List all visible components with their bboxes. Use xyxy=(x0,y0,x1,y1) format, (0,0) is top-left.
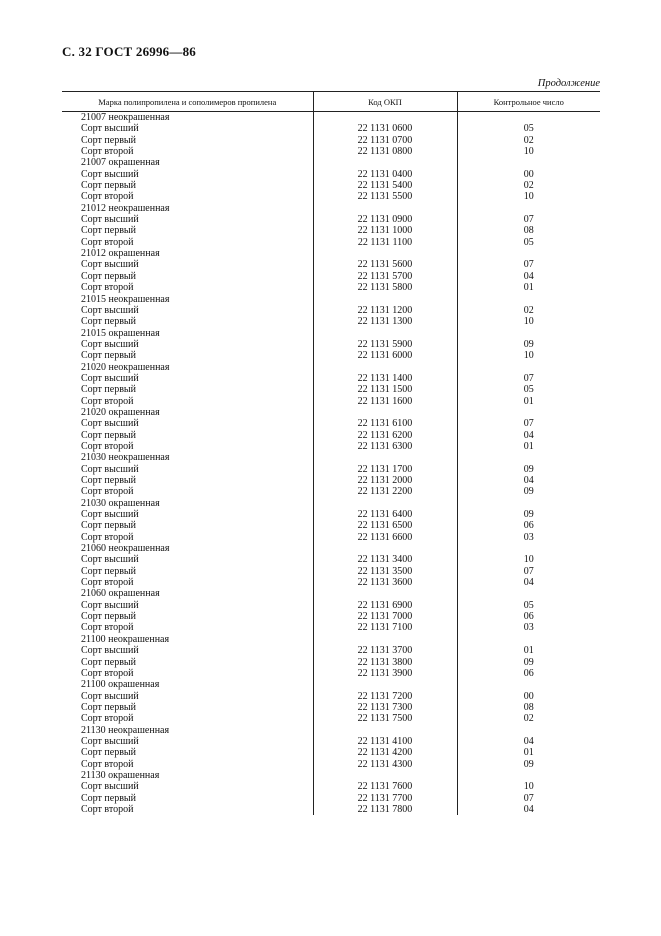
grade-cell: Сорт высший xyxy=(81,781,139,793)
okp-code-cell: 22 1131 7300 xyxy=(313,702,457,713)
check-number-cell: 01 xyxy=(457,645,600,656)
okp-code-cell: 22 1131 4100 xyxy=(313,736,457,747)
table-row xyxy=(62,736,600,747)
table-row xyxy=(62,520,600,531)
column-header-grade: Марка полипропилена и сополимеров пропилена xyxy=(62,92,313,112)
grade-cell: Сорт второй xyxy=(81,440,134,452)
grade-cell: Сорт первый xyxy=(81,429,136,441)
table-row xyxy=(62,781,600,792)
okp-code-cell: 22 1131 5900 xyxy=(313,339,457,350)
grade-cell: 21015 неокрашенная xyxy=(81,293,170,305)
okp-code-table xyxy=(62,91,600,815)
grade-cell: Сорт высший xyxy=(81,372,139,384)
check-number-cell: 10 xyxy=(457,554,600,565)
table-row xyxy=(62,804,600,815)
check-number-cell: 07 xyxy=(457,418,600,429)
table-row xyxy=(62,339,600,350)
check-number-cell xyxy=(457,328,600,339)
okp-code-cell: 22 1131 3500 xyxy=(313,566,457,577)
okp-code-cell: 22 1131 6500 xyxy=(313,520,457,531)
okp-code-cell: 22 1131 7600 xyxy=(313,781,457,792)
okp-code-cell: 22 1131 4300 xyxy=(313,759,457,770)
table-row xyxy=(62,271,600,282)
check-number-cell: 10 xyxy=(457,316,600,327)
table-row xyxy=(62,509,600,520)
okp-code-cell: 22 1131 5500 xyxy=(313,191,457,202)
grade-cell: Сорт второй xyxy=(81,146,134,158)
check-number-cell: 01 xyxy=(457,282,600,293)
okp-code-cell: 22 1131 4200 xyxy=(313,747,457,758)
okp-code-cell xyxy=(313,679,457,690)
table-row xyxy=(62,373,600,384)
grade-cell: 21020 неокрашенная xyxy=(81,361,170,373)
check-number-cell: 04 xyxy=(457,736,600,747)
table-row xyxy=(62,362,600,373)
grade-cell: Сорт высший xyxy=(81,304,139,316)
check-number-cell: 06 xyxy=(457,668,600,679)
table-row xyxy=(62,396,600,407)
check-number-cell xyxy=(457,294,600,305)
grade-cell: Сорт высший xyxy=(81,463,139,475)
table-row xyxy=(62,305,600,316)
check-number-cell xyxy=(457,203,600,214)
grade-cell: Сорт высший xyxy=(81,338,139,350)
check-number-cell xyxy=(457,770,600,781)
grade-cell: Сорт первый xyxy=(81,180,136,192)
check-number-cell: 08 xyxy=(457,702,600,713)
okp-code-cell: 22 1131 0700 xyxy=(313,135,457,146)
grade-cell: Сорт второй xyxy=(81,282,134,294)
okp-code-cell: 22 1131 1000 xyxy=(313,225,457,236)
okp-code-cell: 22 1131 0600 xyxy=(313,123,457,134)
table-row xyxy=(62,135,600,146)
table-row xyxy=(62,384,600,395)
check-number-cell: 10 xyxy=(457,350,600,361)
check-number-cell: 05 xyxy=(457,600,600,611)
okp-code-cell: 22 1131 5400 xyxy=(313,180,457,191)
check-number-cell: 00 xyxy=(457,169,600,180)
okp-code-cell: 22 1131 3700 xyxy=(313,645,457,656)
check-number-cell xyxy=(457,634,600,645)
table-row xyxy=(62,203,600,214)
grade-cell: Сорт высший xyxy=(81,259,139,271)
table-row xyxy=(62,611,600,622)
grade-cell: Сорт первый xyxy=(81,520,136,532)
check-number-cell: 04 xyxy=(457,804,600,815)
grade-cell: 21015 окрашенная xyxy=(81,327,160,339)
check-number-cell: 06 xyxy=(457,611,600,622)
grade-cell: Сорт высший xyxy=(81,214,139,226)
grade-cell: Сорт первый xyxy=(81,225,136,237)
check-number-cell xyxy=(457,679,600,690)
continuation-label: Продолжение xyxy=(537,78,600,89)
table-row xyxy=(62,225,600,236)
okp-code-cell: 22 1131 1100 xyxy=(313,237,457,248)
table-row xyxy=(62,543,600,554)
table-row xyxy=(62,328,600,339)
grade-cell: 21060 окрашенная xyxy=(81,588,160,600)
table-row xyxy=(62,430,600,441)
check-number-cell: 06 xyxy=(457,520,600,531)
check-number-cell: 02 xyxy=(457,713,600,724)
table-row xyxy=(62,316,600,327)
grade-cell: Сорт второй xyxy=(81,622,134,634)
check-number-cell: 07 xyxy=(457,566,600,577)
table-row xyxy=(62,237,600,248)
check-number-cell: 03 xyxy=(457,532,600,543)
table-row xyxy=(62,668,600,679)
table-row xyxy=(62,248,600,259)
check-number-cell: 08 xyxy=(457,225,600,236)
table-row xyxy=(62,770,600,781)
okp-code-cell: 22 1131 7100 xyxy=(313,622,457,633)
table-row xyxy=(62,793,600,804)
okp-code-cell: 22 1131 6300 xyxy=(313,441,457,452)
okp-code-cell: 22 1131 3400 xyxy=(313,554,457,565)
okp-code-cell xyxy=(313,498,457,509)
check-number-cell: 03 xyxy=(457,622,600,633)
okp-code-cell xyxy=(313,543,457,554)
grade-cell: 21020 окрашенная xyxy=(81,406,160,418)
grade-cell: Сорт второй xyxy=(81,758,134,770)
grade-cell: Сорт первый xyxy=(81,475,136,486)
grade-cell: Сорт второй xyxy=(81,236,134,248)
table-row xyxy=(62,600,600,611)
table-row xyxy=(62,282,600,293)
okp-code-cell xyxy=(313,588,457,599)
okp-code-cell: 22 1131 1500 xyxy=(313,384,457,395)
table-row xyxy=(62,554,600,565)
grade-cell: Сорт первый xyxy=(81,611,136,623)
table-row xyxy=(62,622,600,633)
check-number-cell xyxy=(457,452,600,463)
check-number-cell: 02 xyxy=(457,305,600,316)
table-row xyxy=(62,350,600,361)
grade-cell: Сорт первый xyxy=(81,134,136,146)
okp-code-cell: 22 1131 6900 xyxy=(313,600,457,611)
okp-code-cell xyxy=(313,634,457,645)
grade-cell: 21030 окрашенная xyxy=(81,497,160,509)
check-number-cell: 07 xyxy=(457,793,600,804)
table-row xyxy=(62,702,600,713)
check-number-cell xyxy=(457,157,600,168)
table-row xyxy=(62,441,600,452)
check-number-cell: 02 xyxy=(457,180,600,191)
table-row xyxy=(62,486,600,497)
table-row xyxy=(62,759,600,770)
okp-code-cell: 22 1131 7800 xyxy=(313,804,457,815)
table-row xyxy=(62,475,600,486)
check-number-cell xyxy=(457,498,600,509)
table-row xyxy=(62,407,600,418)
table-header-row xyxy=(62,92,600,112)
check-number-cell xyxy=(457,543,600,554)
grade-cell: Сорт первый xyxy=(81,270,136,282)
okp-code-cell xyxy=(313,725,457,736)
grade-cell: 21012 неокрашенная xyxy=(81,202,170,214)
okp-code-cell: 22 1131 2200 xyxy=(313,486,457,497)
okp-code-cell: 22 1131 1300 xyxy=(313,316,457,327)
grade-cell: 21100 неокрашенная xyxy=(81,633,170,645)
grade-cell: 21030 неокрашенная xyxy=(81,452,170,464)
grade-cell: 21130 неокрашенная xyxy=(81,724,170,736)
okp-code-cell xyxy=(313,328,457,339)
okp-code-cell: 22 1131 6600 xyxy=(313,532,457,543)
check-number-cell: 07 xyxy=(457,214,600,225)
table-row xyxy=(62,418,600,429)
table-row xyxy=(62,294,600,305)
check-number-cell: 05 xyxy=(457,123,600,134)
table-row xyxy=(62,123,600,134)
okp-code-cell: 22 1131 0800 xyxy=(313,146,457,157)
grade-cell: 21007 неокрашенная xyxy=(81,112,170,123)
table-body xyxy=(62,112,600,816)
table-row xyxy=(62,259,600,270)
check-number-cell: 10 xyxy=(457,781,600,792)
check-number-cell: 09 xyxy=(457,657,600,668)
check-number-cell: 01 xyxy=(457,441,600,452)
okp-code-cell: 22 1131 7700 xyxy=(313,793,457,804)
check-number-cell: 09 xyxy=(457,339,600,350)
check-number-cell: 09 xyxy=(457,509,600,520)
table-row xyxy=(62,180,600,191)
check-number-cell xyxy=(457,725,600,736)
check-number-cell: 04 xyxy=(457,271,600,282)
grade-cell: Сорт первый xyxy=(81,350,136,362)
okp-code-cell xyxy=(313,248,457,259)
okp-code-cell xyxy=(313,407,457,418)
check-number-cell: 07 xyxy=(457,259,600,270)
okp-code-cell: 22 1131 3800 xyxy=(313,657,457,668)
grade-cell: Сорт первый xyxy=(81,792,136,804)
okp-code-cell xyxy=(313,112,457,124)
grade-cell: Сорт первый xyxy=(81,701,136,713)
check-number-cell: 09 xyxy=(457,464,600,475)
page-header: С. 32 ГОСТ 26996—86 xyxy=(62,44,196,59)
okp-code-cell: 22 1131 7200 xyxy=(313,691,457,702)
grade-cell: Сорт высший xyxy=(81,509,139,521)
grade-cell: Сорт высший xyxy=(81,599,139,611)
grade-cell: Сорт первый xyxy=(81,747,136,759)
column-header-check-number: Контрольное число xyxy=(457,92,600,112)
table-row xyxy=(62,747,600,758)
table-row xyxy=(62,146,600,157)
grade-cell: Сорт высший xyxy=(81,168,139,180)
table-row xyxy=(62,679,600,690)
okp-code-cell: 22 1131 6400 xyxy=(313,509,457,520)
check-number-cell: 09 xyxy=(457,486,600,497)
okp-code-cell: 22 1131 2000 xyxy=(313,475,457,486)
okp-code-cell: 22 1131 1600 xyxy=(313,396,457,407)
table-row xyxy=(62,634,600,645)
grade-cell: 21007 окрашенная xyxy=(81,157,160,169)
table-row xyxy=(62,214,600,225)
check-number-cell: 05 xyxy=(457,237,600,248)
check-number-cell: 07 xyxy=(457,373,600,384)
grade-cell: Сорт высший xyxy=(81,735,139,747)
okp-code-cell: 22 1131 7500 xyxy=(313,713,457,724)
check-number-cell: 10 xyxy=(457,191,600,202)
table-row xyxy=(62,691,600,702)
check-number-cell: 01 xyxy=(457,747,600,758)
check-number-cell: 05 xyxy=(457,384,600,395)
grade-cell: Сорт первый xyxy=(81,565,136,577)
okp-code-cell: 22 1131 0400 xyxy=(313,169,457,180)
okp-code-cell: 22 1131 5600 xyxy=(313,259,457,270)
column-header-okp-code: Код ОКП xyxy=(313,92,457,112)
okp-code-cell xyxy=(313,770,457,781)
okp-code-cell xyxy=(313,203,457,214)
table-row xyxy=(62,657,600,668)
check-number-cell: 00 xyxy=(457,691,600,702)
table-row xyxy=(62,577,600,588)
grade-cell: 21130 окрашенная xyxy=(81,769,160,781)
table-row xyxy=(62,191,600,202)
check-number-cell: 02 xyxy=(457,135,600,146)
table-row xyxy=(62,112,600,124)
okp-code-cell: 22 1131 3900 xyxy=(313,668,457,679)
okp-code-cell: 22 1131 7000 xyxy=(313,611,457,622)
grade-cell: Сорт второй xyxy=(81,531,134,543)
grade-cell: Сорт первый xyxy=(81,656,136,668)
okp-code-cell: 22 1131 6000 xyxy=(313,350,457,361)
okp-code-cell xyxy=(313,452,457,463)
table-row xyxy=(62,169,600,180)
check-number-cell: 04 xyxy=(457,577,600,588)
check-number-cell: 04 xyxy=(457,430,600,441)
okp-code-cell: 22 1131 1700 xyxy=(313,464,457,475)
okp-code-cell xyxy=(313,362,457,373)
grade-cell: Сорт высший xyxy=(81,690,139,702)
okp-code-cell: 22 1131 6100 xyxy=(313,418,457,429)
grade-cell: Сорт второй xyxy=(81,395,134,407)
okp-code-cell: 22 1131 5700 xyxy=(313,271,457,282)
check-number-cell: 04 xyxy=(457,475,600,486)
okp-code-cell: 22 1131 5800 xyxy=(313,282,457,293)
grade-cell: Сорт высший xyxy=(81,554,139,566)
okp-code-cell: 22 1131 0900 xyxy=(313,214,457,225)
grade-cell: Сорт первый xyxy=(81,384,136,396)
okp-code-cell xyxy=(313,294,457,305)
okp-code-cell: 22 1131 1200 xyxy=(313,305,457,316)
table-row xyxy=(62,452,600,463)
okp-code-cell: 22 1131 1400 xyxy=(313,373,457,384)
table-row xyxy=(62,464,600,475)
grade-cell: Сорт второй xyxy=(81,486,134,498)
table-row xyxy=(62,713,600,724)
grade-cell: Сорт первый xyxy=(81,316,136,328)
check-number-cell xyxy=(457,407,600,418)
grade-cell: Сорт второй xyxy=(81,191,134,203)
table-row xyxy=(62,645,600,656)
check-number-cell: 01 xyxy=(457,396,600,407)
table-row xyxy=(62,725,600,736)
grade-cell: Сорт высший xyxy=(81,123,139,135)
okp-code-cell: 22 1131 3600 xyxy=(313,577,457,588)
table-row xyxy=(62,566,600,577)
check-number-cell: 09 xyxy=(457,759,600,770)
grade-cell: Сорт второй xyxy=(81,667,134,679)
grade-cell: Сорт второй xyxy=(81,803,134,815)
check-number-cell: 10 xyxy=(457,146,600,157)
check-number-cell xyxy=(457,112,600,124)
grade-cell: Сорт второй xyxy=(81,713,134,725)
check-number-cell xyxy=(457,588,600,599)
check-number-cell xyxy=(457,362,600,373)
grade-cell: 21100 окрашенная xyxy=(81,679,160,691)
grade-cell: Сорт второй xyxy=(81,577,134,589)
grade-cell: Сорт высший xyxy=(81,645,139,657)
okp-code-cell xyxy=(313,157,457,168)
check-number-cell xyxy=(457,248,600,259)
table-row xyxy=(62,498,600,509)
grade-cell: Сорт высший xyxy=(81,418,139,430)
grade-cell: 21012 окрашенная xyxy=(81,248,160,260)
okp-code-cell: 22 1131 6200 xyxy=(313,430,457,441)
table-row xyxy=(62,157,600,168)
table-row xyxy=(62,532,600,543)
grade-cell: 21060 неокрашенная xyxy=(81,543,170,555)
table-row xyxy=(62,588,600,599)
